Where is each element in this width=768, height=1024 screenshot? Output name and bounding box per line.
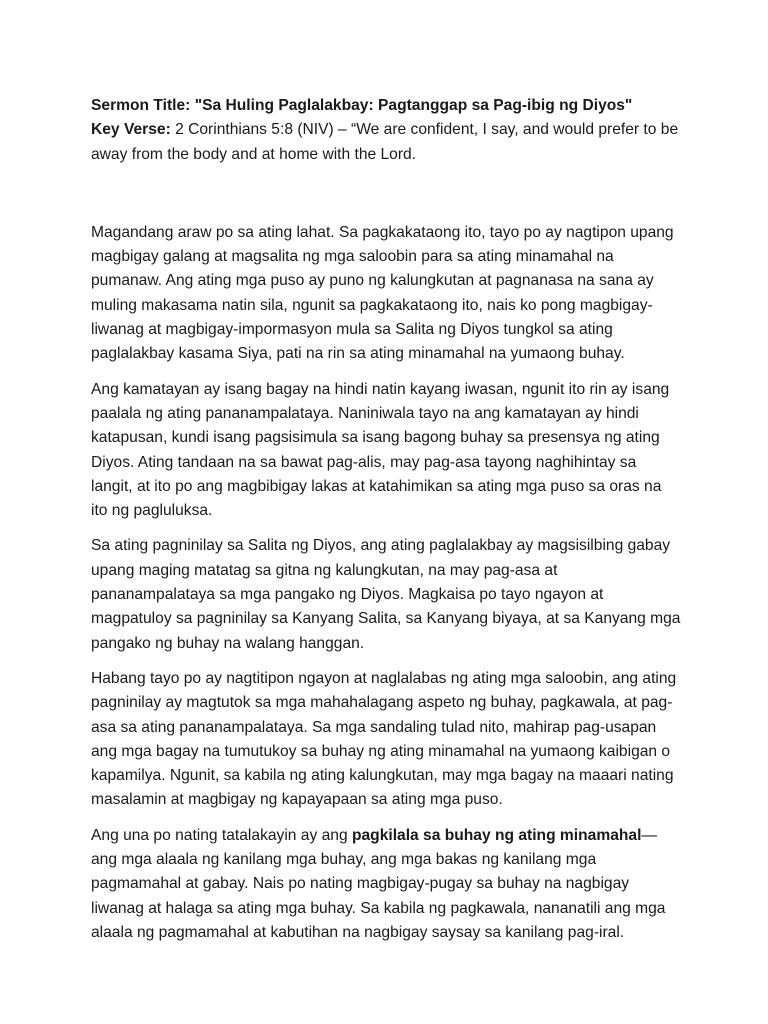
section-spacer	[91, 167, 681, 221]
body-paragraph-5	[91, 824, 681, 945]
sermon-title-label: Sermon Title:	[91, 97, 191, 114]
paragraph-5-emphasis: pagkilala sa buhay ng ating minamahal	[351, 826, 642, 844]
body-paragraph-1: Magandang araw po sa ating lahat. Sa pagkakataong ito, tayo po ay nagtipon upang magbigay galang at magsalita ng mga saloobin para sa ating minamahal na pumanaw. Ang ating mga puso ay puno ng kalungkutan at pagnanasa na sana ay muling makasama natin sila, ngunit sa pagkakataong ito, nais ko pong magbigay-liwanag at magbigay-impormasyon mula sa Salita ng Diyos tungkol sa ating paglalakbay kasama Siya, pati na rin sa ating minamahal na yumaong buhay.	[91, 223, 674, 363]
body-paragraph-4: Habang tayo po ay nagtitipon ngayon at naglalabas ng ating mga saloobin, ang ating pagninilay ay magtutok sa mga mahahalagang aspeto ng buhay, pagkawala, at pag-asa sa ating pananampalataya. Sa mga sandaling tulad nito, mahirap pag-usapan ang mga bagay na tumutukoy sa buhay ng ating minamahal na yumaong kaibigan o kapamilya. Ngunit, sa kabila ng ating kalungkutan, may mga bagay na maaari nating masalamin at magbigay ng kapayapaan sa ating mga puso.	[91, 669, 677, 809]
paragraph-5-rest: — ang mga alaala ng kanilang mga buhay, ang mga bakas ng kanilang mga pagmamahal at gabay. Nais po nating magbigay-pugay sa buhay na nagbigay liwanag at halaga sa ating mga buhay. Sa kabila ng pagkawala, nananatili ang mga alaala ng pagmamahal at kabutihan na nagbigay saysay sa kanilang pag-iral.	[91, 826, 666, 941]
body-paragraph-3: Sa ating pagninilay sa Salita ng Diyos, ang ating paglalakbay ay magsisilbing gabay upang maging matatag sa gitna ng kalungkutan, na may pag-asa at pananampalataya sa mga pangako ng Diyos. Magkaisa po tayo ngayon at magpatuloy sa pagninilay sa Kanyang Salita, sa Kanyang biyaya, at sa Kanyang mga pangako ng buhay na walang hanggan.	[91, 537, 681, 652]
paragraph-5-intro: Ang una po nating tatalakayin ay ang	[91, 826, 352, 844]
sermon-title: "Sa Huling Paglalakbay: Pagtanggap sa Pag-ibig ng Diyos"	[190, 97, 633, 114]
key-verse-label: Key Verse:	[91, 121, 171, 139]
sermon-title-line	[91, 94, 681, 118]
key-verse-text: 2 Corinthians 5:8 (NIV) – “We are confident, I say, and would prefer to be away from the body and at home with the Lord.	[91, 121, 679, 163]
sermon-header	[91, 94, 681, 167]
key-verse-line	[91, 118, 681, 167]
document-page	[91, 94, 681, 956]
body-paragraph-2: Ang kamatayan ay isang bagay na hindi natin kayang iwasan, ngunit ito rin ay isang paalala ng ating pananampalataya. Naniniwala tayo na ang kamatayan ay hindi katapusan, kundi isang pagsisimula sa isang bagong buhay sa presensya ng ating Diyos. Ating tandaan na sa bawat pag-alis, may pag-asa tayong naghihintay sa langit, at ito po ang magbibigay lakas at katahimikan sa ating mga puso sa oras na ito ng pagluluksa.	[91, 380, 670, 520]
